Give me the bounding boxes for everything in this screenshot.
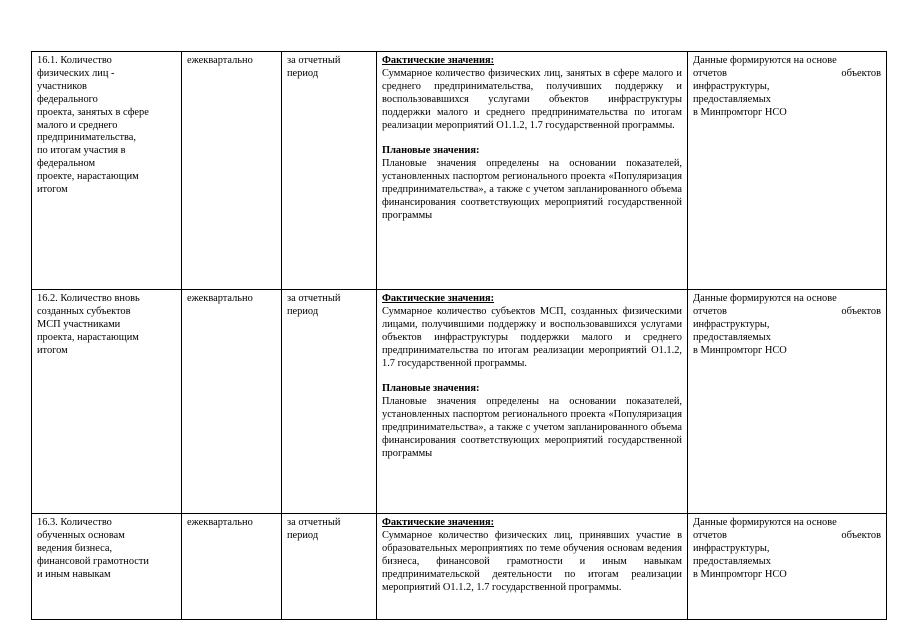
source-line: Данные формируются на основе (693, 517, 837, 528)
indicator-name-line: итогом (37, 344, 68, 356)
data-source-cell (688, 514, 887, 620)
indicator-name-cell (32, 290, 182, 514)
period-cell (282, 290, 377, 514)
source-line: инфраструктуры, (693, 542, 770, 554)
indicator-name-line: финансовой грамотности (37, 555, 149, 567)
indicator-name-line: проекте, нарастающим (37, 171, 139, 183)
source-line: в Минпромторг НСО (693, 106, 787, 118)
period-text: за отчетный период (287, 293, 341, 317)
frequency-text: ежеквартально (187, 293, 253, 304)
indicator-name-line: МСП участниками (37, 318, 121, 330)
actual-values-text: Суммарное количество субъектов МСП, созданных физическими лицами, получившими поддержку и воспользовавшихся услугами объектов инфраструктуры поддержки малого и среднего предпринимательства по итогам реализации мероприятий О1.1.2, 1.7 государственной программы. (382, 305, 682, 369)
source-line: отчетов объектов (693, 529, 881, 541)
source-line: в Минпромторг НСО (693, 344, 787, 356)
indicator-name-line: предпринимательства, (37, 132, 137, 144)
indicator-name-line: ведения бизнеса, (37, 542, 113, 554)
source-line: инфраструктуры, (693, 80, 770, 92)
indicator-name-line: федеральном (37, 158, 96, 170)
indicator-name-line: по итогам участия в (37, 145, 126, 157)
planned-values-text: Плановые значения определены на основании показателей, установленных паспортом регионального проекта «Популяризация предпринимательства», а также с учетом запланированного объема финансирования соответствующих мероприятий государственной программы (382, 158, 682, 221)
indicator-name-line: и иным навыкам (37, 568, 111, 580)
indicator-name-cell (32, 514, 182, 620)
period-cell (282, 514, 377, 620)
method-cell (377, 52, 688, 290)
source-line: инфраструктуры, (693, 318, 770, 330)
indicator-name-line: проекта, занятых в сфере (37, 106, 149, 118)
source-line: предоставляемых (693, 93, 771, 105)
table-row (32, 290, 887, 514)
planned-values-title: Плановые значения: (382, 383, 480, 395)
period-text: за отчетный период (287, 55, 341, 79)
frequency-text: ежеквартально (187, 517, 253, 528)
frequency-cell (182, 514, 282, 620)
source-line: предоставляемых (693, 555, 771, 567)
indicator-name-line: 16.2. Количество вновь (37, 293, 140, 304)
actual-values-title: Фактические значения: (382, 55, 495, 66)
indicator-name-line: итогом (37, 184, 68, 196)
actual-values-text: Суммарное количество физических лиц, занятых в сфере малого и среднего предпринимательства, получивших поддержку и воспользовавшихся услугами объектов инфраструктуры поддержки малого и среднего предпринимательства по итогам реализации мероприятий О1.1.2, 1.7 государственной программы. (382, 67, 682, 131)
indicator-name-line: федерального (37, 93, 98, 105)
indicator-name-line: проекта, нарастающим (37, 331, 139, 343)
indicator-name-line: 16.1. Количество (37, 55, 112, 66)
actual-values-text: Суммарное количество физических лиц, принявших участие в образовательных мероприятиях по теме обучения основам ведения бизнеса, финансовой грамотности и иным навыкам предпринимательской деятельности по итогам реализации мероприятий О1.1.2, 1.7 государственной программы. (382, 529, 682, 593)
actual-values-title: Фактические значения: (382, 293, 495, 304)
planned-values-title: Плановые значения: (382, 145, 480, 157)
method-cell (377, 290, 688, 514)
source-line: отчетов объектов (693, 305, 881, 317)
indicator-name-line: 16.3. Количество (37, 517, 112, 528)
table-row (32, 52, 887, 290)
method-cell (377, 514, 688, 620)
frequency-text: ежеквартально (187, 55, 253, 66)
actual-values-title: Фактические значения: (382, 517, 495, 528)
table-row (32, 514, 887, 620)
source-line: предоставляемых (693, 331, 771, 343)
source-line: Данные формируются на основе (693, 293, 837, 304)
source-line: отчетов объектов (693, 67, 881, 79)
data-source-cell (688, 290, 887, 514)
indicators-table (31, 51, 887, 620)
period-text: за отчетный период (287, 517, 341, 541)
data-source-cell (688, 52, 887, 290)
indicator-name-line: физических лиц - (37, 67, 115, 79)
indicator-name-cell (32, 52, 182, 290)
indicator-name-line: созданных субъектов (37, 305, 131, 317)
planned-values-text: Плановые значения определены на основании показателей, установленных паспортом регионального проекта «Популяризация предпринимательства», а также с учетом запланированного объема финансирования соответствующих мероприятий государственной программы (382, 396, 682, 459)
source-line: в Минпромторг НСО (693, 568, 787, 580)
frequency-cell (182, 52, 282, 290)
frequency-cell (182, 290, 282, 514)
indicator-name-line: обученных основам (37, 529, 125, 541)
indicator-name-line: участников (37, 80, 87, 92)
period-cell (282, 52, 377, 290)
indicator-name-line: малого и среднего (37, 119, 118, 131)
source-line: Данные формируются на основе (693, 55, 837, 66)
